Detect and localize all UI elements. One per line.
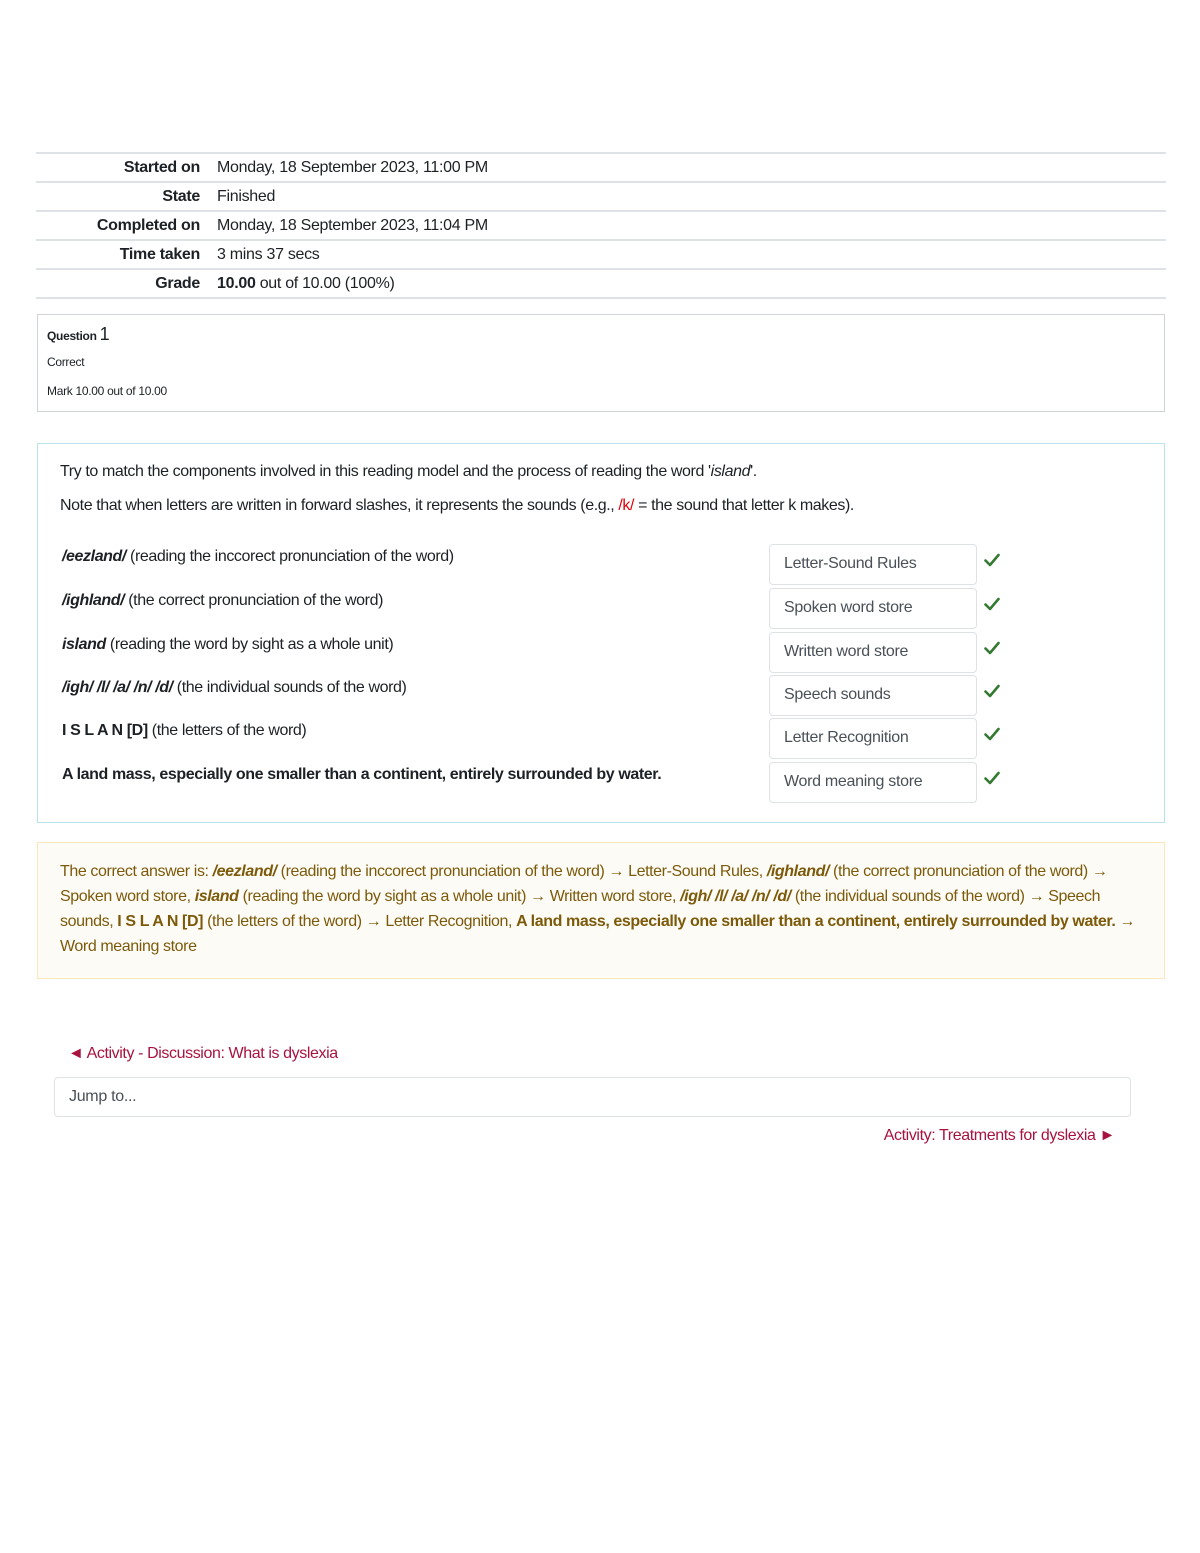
question-number — [47, 323, 1155, 347]
started-label: Started on — [123, 158, 200, 176]
jump-to-select[interactable]: Jump to... — [54, 1077, 1131, 1117]
check-icon — [984, 727, 1000, 741]
match-stem-desc: (the correct pronunciation of the word) — [124, 592, 383, 609]
feedback-text: (the individual sounds of the word) → Speech sounds, — [60, 888, 1101, 930]
feedback-key: /eezland/ — [212, 863, 277, 880]
question-text-sound-example: /k/ — [618, 497, 635, 514]
quiz-summary-table — [36, 152, 1166, 299]
match-stem-key: I S L A N [D] — [62, 722, 148, 739]
check-icon — [984, 597, 1000, 611]
question-text-line2 — [60, 494, 1142, 518]
question-text-part: Note that when letters are written in forward slashes, it represents the sounds (e.g., — [60, 497, 619, 514]
summary-row-state — [36, 183, 1166, 212]
match-answer-select[interactable]: Letter-Sound Rules — [769, 544, 977, 585]
question-text — [60, 460, 1142, 518]
feedback-text: → Word meaning store — [60, 913, 1136, 955]
correct-answer-feedback — [37, 842, 1165, 979]
question-text-word: island — [710, 463, 751, 480]
summary-row-time — [36, 241, 1166, 270]
time-value: 3 mins 37 secs — [217, 245, 320, 263]
match-stem-desc: (the individual sounds of the word) — [172, 679, 407, 696]
match-stem — [62, 636, 393, 654]
match-stem-key: island — [62, 636, 106, 653]
match-row — [62, 588, 1142, 630]
match-stem-desc: (reading the inccorect pronunciation of the word) — [125, 548, 454, 565]
grade-score: 10.00 — [217, 274, 256, 292]
summary-row-grade — [36, 270, 1166, 299]
state-label: State — [162, 187, 200, 205]
match-stem — [62, 679, 406, 697]
match-answer-select[interactable]: Word meaning store — [769, 762, 977, 803]
started-value: Monday, 18 September 2023, 11:00 PM — [217, 158, 488, 176]
match-stem-key: /ighland/ — [62, 592, 125, 609]
feedback-key: A land mass, especially one smaller than a continent, entirely surrounded by water. — [516, 913, 1116, 930]
match-stem-key: /igh/ /l/ /a/ /n/ /d/ — [62, 679, 173, 696]
question-text-part: '. — [750, 463, 757, 480]
match-row — [62, 675, 1142, 717]
next-activity-link[interactable]: Activity: Treatments for dyslexia ► — [883, 1127, 1115, 1144]
check-icon — [984, 771, 1000, 785]
feedback-key: /igh/ /l/ /a/ /n/ /d/ — [680, 888, 791, 905]
match-row — [62, 632, 1142, 674]
match-answer-select[interactable]: Spoken word store — [769, 588, 977, 629]
question-text-line1 — [60, 460, 1142, 484]
state-value: Finished — [217, 187, 276, 205]
match-stem — [62, 548, 454, 566]
match-row — [62, 762, 1142, 804]
feedback-key: I S L A N [D] — [117, 913, 204, 930]
match-row — [62, 544, 1142, 586]
feedback-prefix: The correct answer is: — [60, 863, 213, 880]
match-stem-key: /eezland/ — [62, 548, 126, 565]
summary-row-completed — [36, 212, 1166, 241]
match-stem — [62, 592, 383, 610]
question-text-part: Try to match the components involved in this reading model and the process of reading the word ' — [60, 463, 711, 480]
feedback-text: (the correct pronunciation of the word) → Spoken word store, — [60, 863, 1108, 905]
match-stem — [62, 722, 306, 740]
match-stem — [62, 766, 661, 784]
match-stem-desc: (the letters of the word) — [147, 722, 307, 739]
time-label: Time taken — [119, 245, 200, 263]
check-icon — [984, 684, 1000, 698]
match-answer-select[interactable]: Written word store — [769, 632, 977, 673]
question-formulation — [37, 443, 1165, 823]
match-answer-select[interactable]: Speech sounds — [769, 675, 977, 716]
question-info-box — [37, 314, 1165, 412]
feedback-key: /ighland/ — [766, 863, 830, 880]
match-answer-select[interactable]: Letter Recognition — [769, 718, 977, 759]
check-icon — [984, 641, 1000, 655]
question-text-part: = the sound that letter k makes). — [634, 497, 854, 514]
question-number-value: 1 — [99, 324, 110, 344]
match-row — [62, 718, 1142, 760]
check-icon — [984, 553, 1000, 567]
prev-activity-link[interactable]: ◄ Activity - Discussion: What is dyslexia — [68, 1045, 338, 1062]
match-stem-desc: (reading the word by sight as a whole unit) — [105, 636, 394, 653]
question-mark: Mark 10.00 out of 10.00 — [47, 384, 167, 398]
feedback-text: (reading the word by sight as a whole unit) → Written word store, — [238, 888, 681, 905]
feedback-text: (reading the inccorect pronunciation of the word) → Letter-Sound Rules, — [276, 863, 767, 880]
feedback-key: island — [194, 888, 239, 905]
grade-value — [202, 275, 395, 293]
completed-value: Monday, 18 September 2023, 11:04 PM — [217, 216, 488, 234]
question-label: Question — [47, 329, 97, 343]
completed-label: Completed on — [96, 216, 200, 234]
grade-label: Grade — [155, 274, 200, 292]
match-stem-key: A land mass, especially one smaller than a continent, entirely surrounded by water. — [62, 766, 662, 783]
feedback-text: (the letters of the word) → Letter Recognition, — [203, 913, 517, 930]
grade-out-of: out of 10.00 (100%) — [259, 274, 395, 292]
question-state: Correct — [47, 355, 85, 369]
summary-row-started — [36, 154, 1166, 183]
